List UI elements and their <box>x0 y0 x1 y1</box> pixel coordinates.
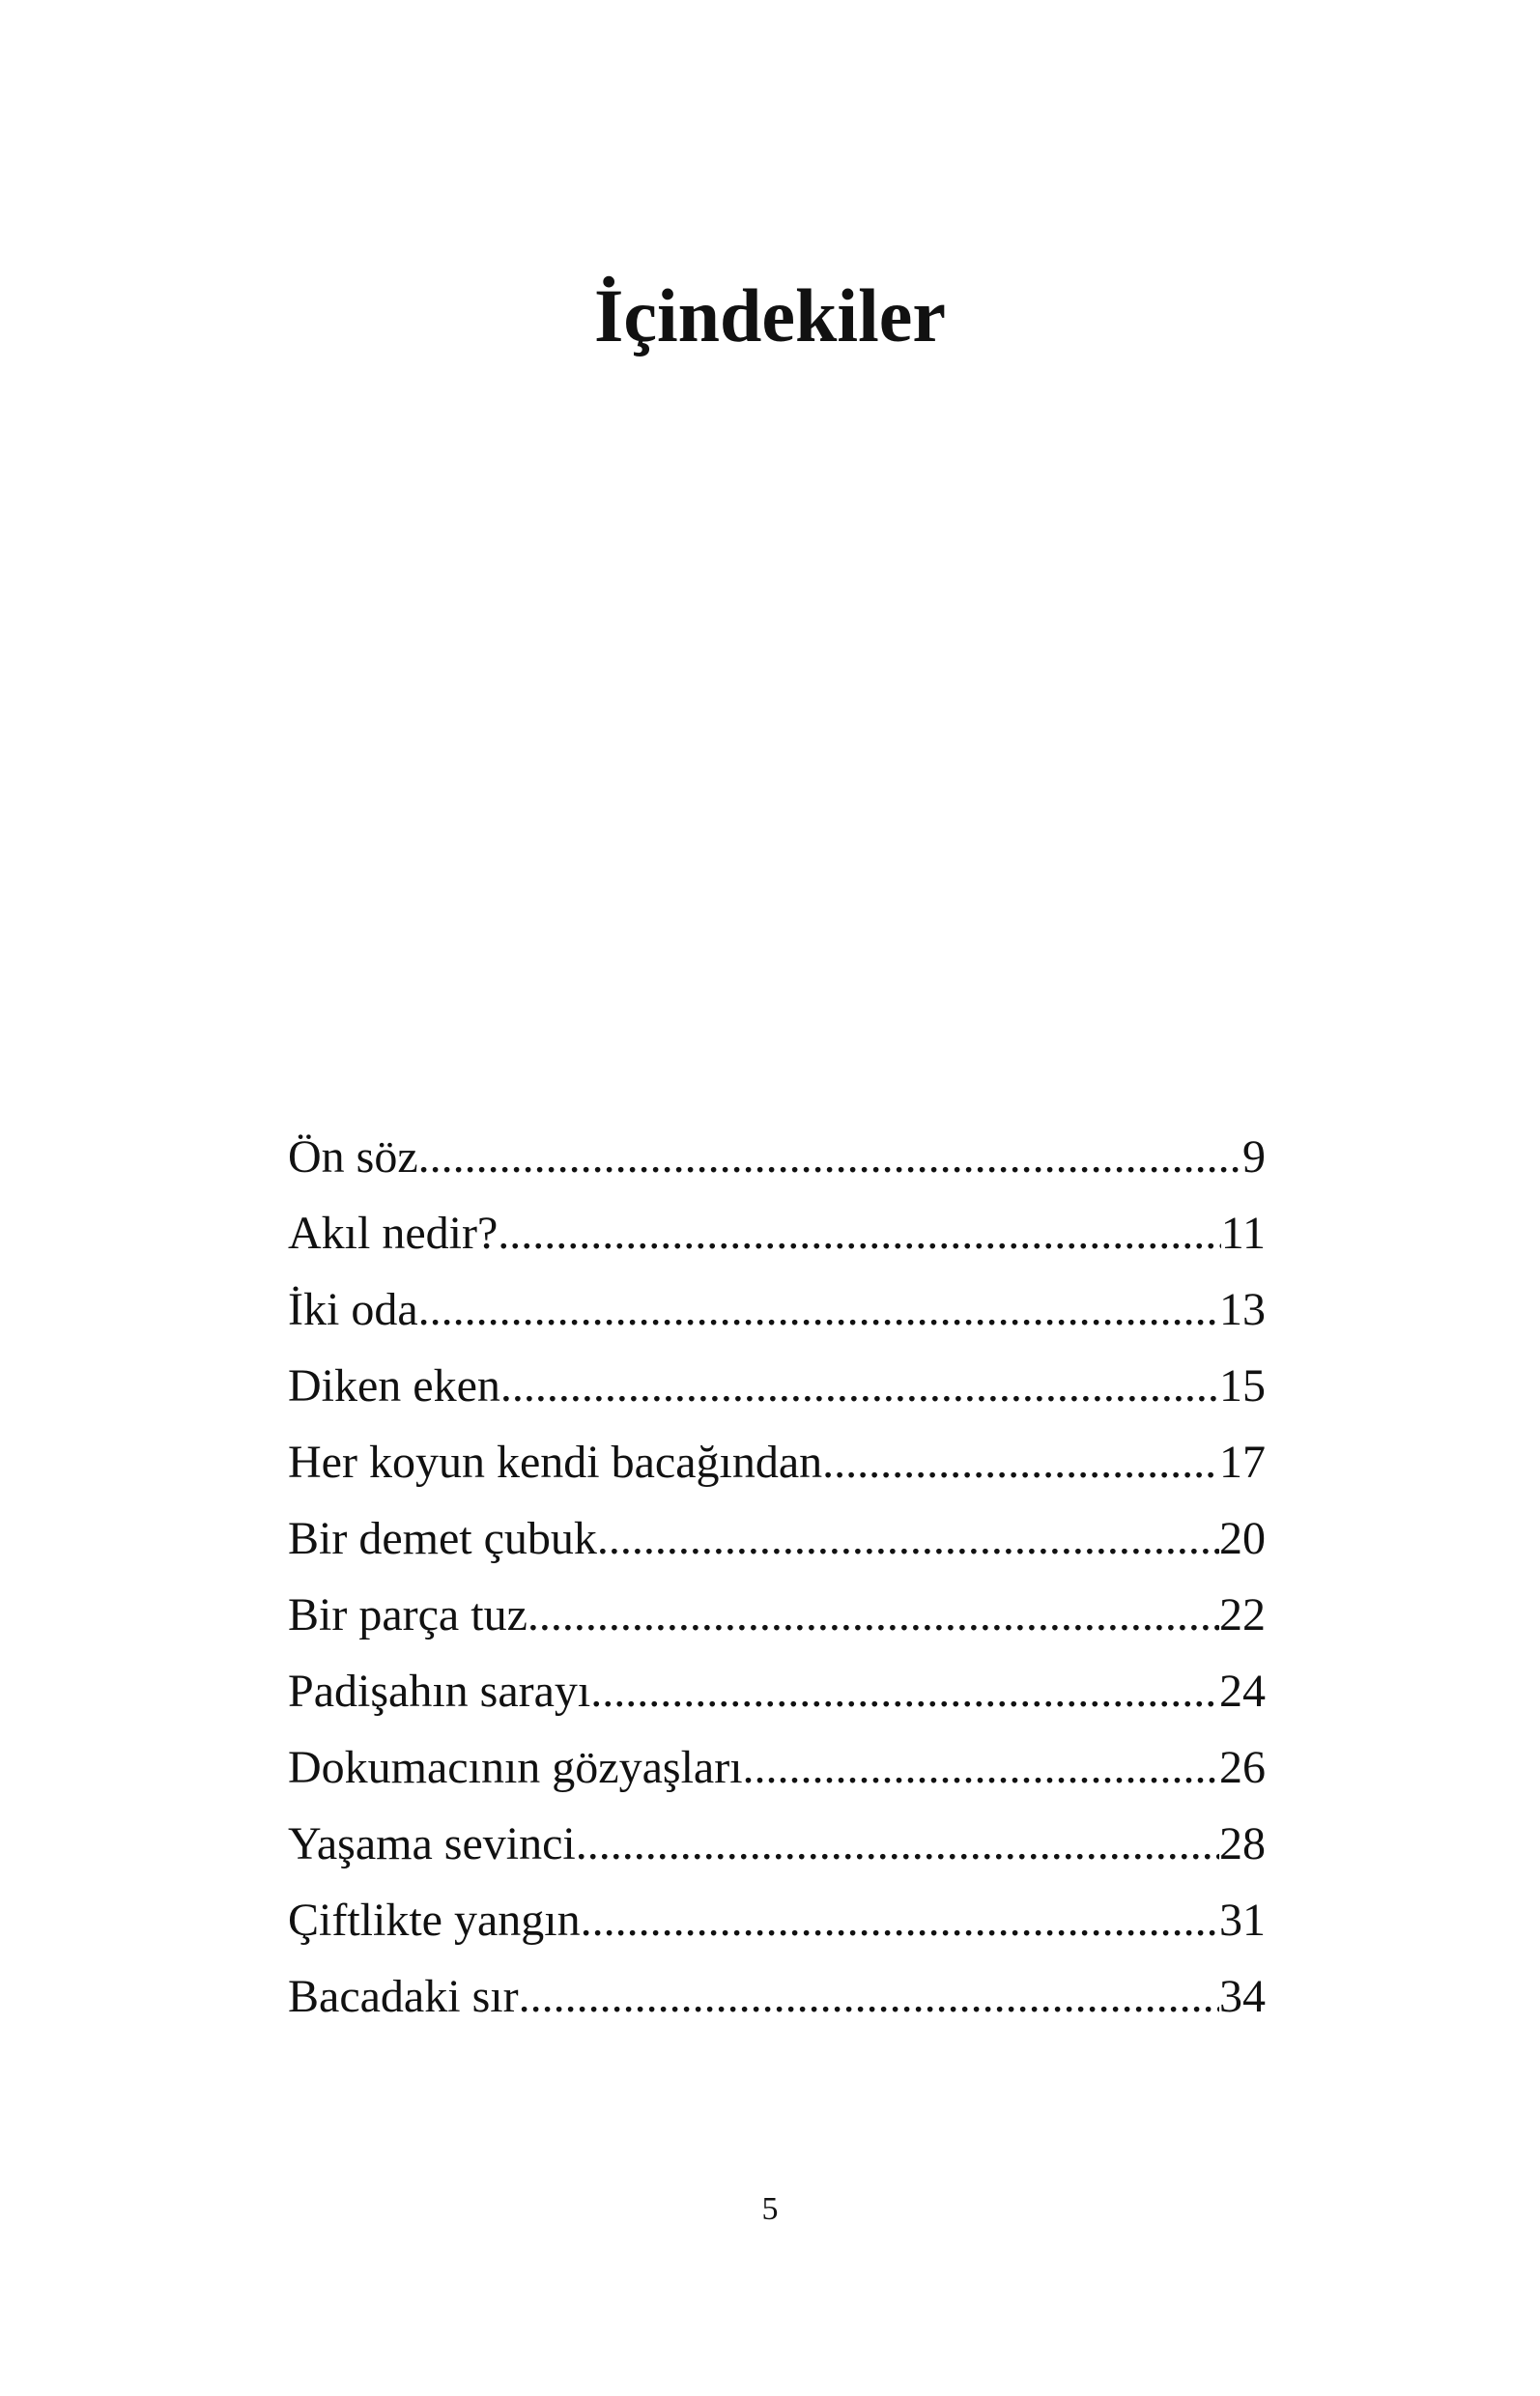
toc-entry-page: 13 <box>1219 1284 1266 1335</box>
toc-entry-page: 9 <box>1242 1131 1266 1183</box>
toc-entry-page: 22 <box>1219 1589 1266 1640</box>
toc-entry-title: Diken eken <box>288 1360 500 1412</box>
toc-entry-title: Bir demet çubuk <box>288 1513 597 1564</box>
dot-leader <box>498 1195 1221 1271</box>
toc-entry-title: Padişahın sarayı <box>288 1666 591 1717</box>
toc-entry-page: 11 <box>1220 1208 1266 1259</box>
toc-entry-title: Her koyun kendi bacağından <box>288 1437 823 1488</box>
dot-leader <box>590 1653 1219 1729</box>
page-number: 5 <box>761 2191 779 2227</box>
toc-entry-page: 26 <box>1219 1742 1266 1793</box>
toc-entry-title: Bacadaki sır <box>288 1971 519 2022</box>
dot-leader <box>528 1577 1219 1653</box>
dot-leader <box>822 1424 1219 1500</box>
toc-entry-title: Yaşama sevinci <box>288 1818 576 1869</box>
toc-entry-page: 34 <box>1219 1971 1266 2022</box>
toc-entry-iki-oda[interactable] <box>288 1271 1266 1348</box>
toc-entry-akil-nedir[interactable] <box>288 1195 1266 1271</box>
toc-entry-padisahin-sarayi[interactable] <box>288 1653 1266 1729</box>
toc-entry-page: 20 <box>1219 1513 1266 1564</box>
dot-leader <box>519 1958 1219 2035</box>
toc-entry-page: 15 <box>1219 1360 1266 1412</box>
toc-entry-title: İki oda <box>288 1284 418 1335</box>
dot-leader <box>418 1119 1242 1195</box>
toc-entry-her-koyun[interactable] <box>288 1424 1266 1500</box>
dot-leader <box>581 1882 1219 1958</box>
toc-entry-page: 24 <box>1219 1666 1266 1717</box>
toc-entry-title: Bir parça tuz <box>288 1589 528 1640</box>
toc-entry-page: 17 <box>1219 1437 1266 1488</box>
toc-entry-title: Ön söz <box>288 1131 418 1183</box>
toc-entry-ciftlikte-yangin[interactable] <box>288 1882 1266 1958</box>
toc-entry-title: Dokumacının gözyaşları <box>288 1742 743 1793</box>
dot-leader <box>418 1271 1219 1348</box>
toc-entry-on-soz[interactable] <box>288 1119 1266 1195</box>
toc-entry-dokumacinin-gozyaslari[interactable] <box>288 1729 1266 1806</box>
toc-entry-title: Akıl nedir? <box>288 1208 499 1259</box>
toc-entry-page: 31 <box>1219 1895 1266 1946</box>
toc-entry-diken-eken[interactable] <box>288 1348 1266 1424</box>
dot-leader <box>576 1806 1219 1882</box>
toc-entry-bir-demet-cubuk[interactable] <box>288 1500 1266 1577</box>
table-of-contents <box>288 1119 1266 2035</box>
dot-leader <box>500 1348 1219 1424</box>
toc-entry-yasama-sevinci[interactable] <box>288 1806 1266 1882</box>
toc-entry-bir-parca-tuz[interactable] <box>288 1577 1266 1653</box>
toc-entry-title: Çiftlikte yangın <box>288 1895 581 1946</box>
page-title: İçindekiler <box>594 273 946 357</box>
toc-entry-page: 28 <box>1219 1818 1266 1869</box>
dot-leader <box>743 1729 1219 1806</box>
toc-entry-bacadaki-sir[interactable] <box>288 1958 1266 2035</box>
dot-leader <box>597 1500 1219 1577</box>
